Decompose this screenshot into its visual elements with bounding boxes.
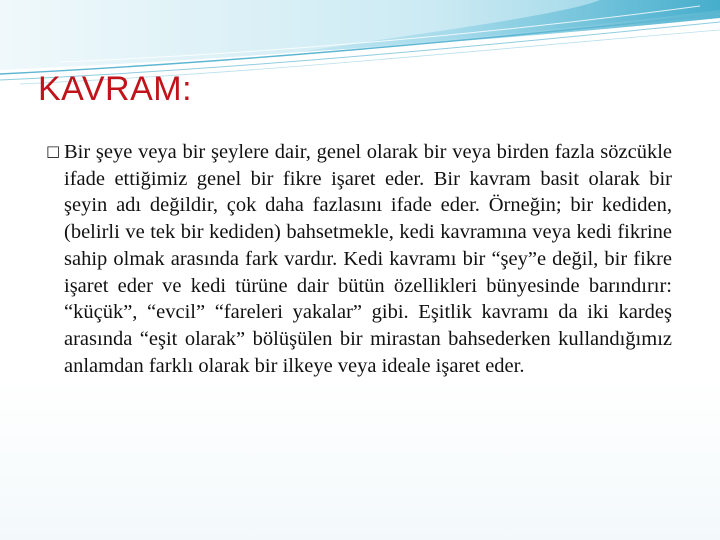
- paragraph-text: Bir şeye veya bir şeylere dair, genel olarak bir veya birden fazla sözcükle ifade ettiğimiz genel bir fikre işaret eder. Bir kavram basit olarak bir şeyin adı değildir, çok daha fazlasını ifade eder. Örneğin; bir kediden, (belirli ve tek bir kediden) bahsetmekle, kedi kavramına veya kedi fikrine sahip olmak arasında fark vardır. Kedi kavramı bir “şey”e değil, bir fikre işaret eder ve kedi türüne dair bütün özellikleri bünyesinde barındırır: “küçük”, “evcil” “fareleri yakalar” gibi. Eşitlik kavramı da iki kardeş arasında “eşit olarak” bölüşülen bir mirastan bahsederken kullandığımız anlamdan farklı olarak bir ilkeye veya ideale işaret eder.: [64, 141, 672, 377]
- bullet-icon: □: [46, 142, 61, 160]
- body-text-block: [46, 138, 672, 379]
- bullet-paragraph: [46, 138, 672, 379]
- slide-title: KAVRAM:: [38, 70, 193, 108]
